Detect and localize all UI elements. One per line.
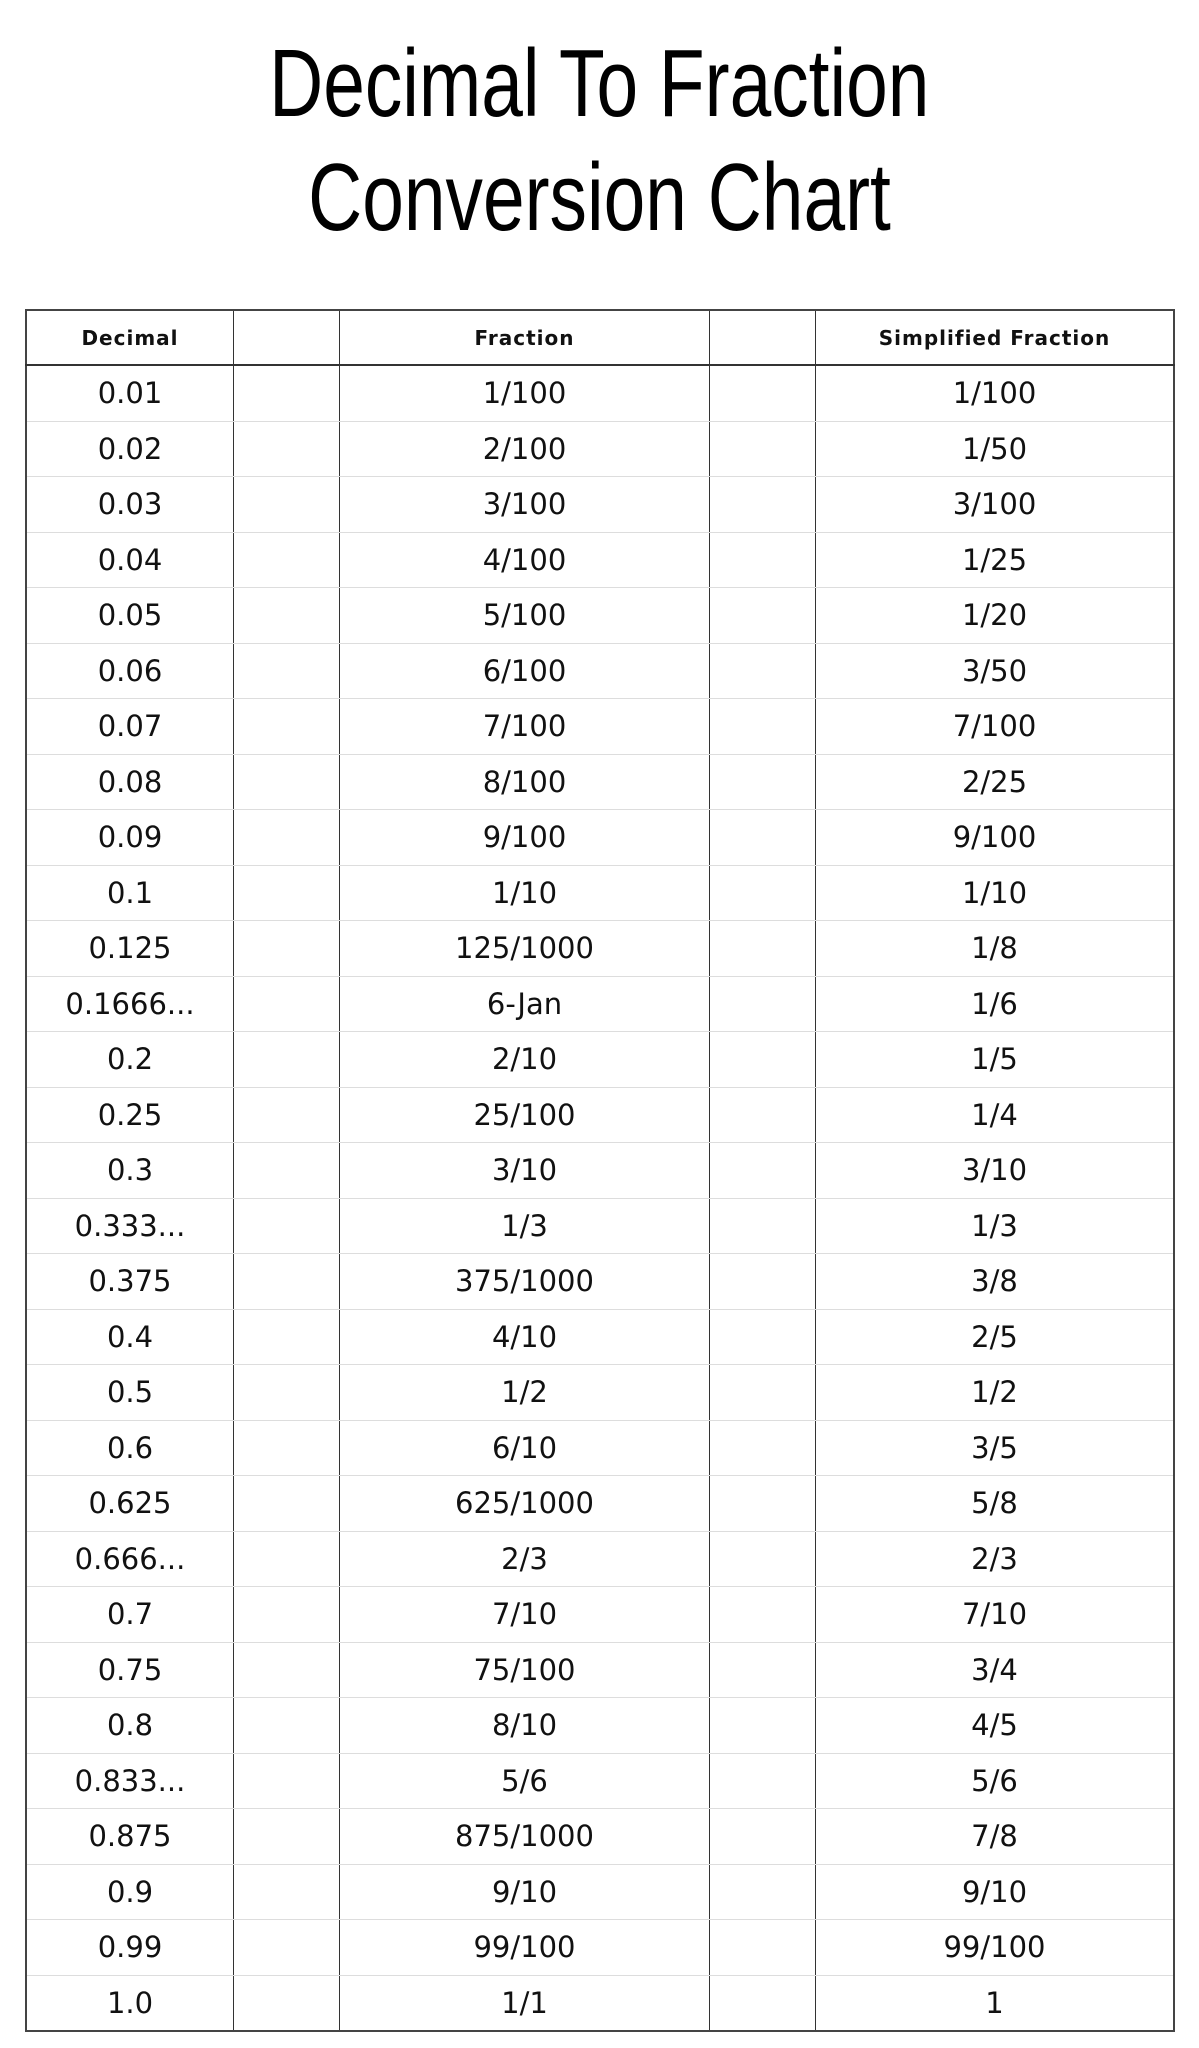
fraction-cell: 25/100 (340, 1087, 710, 1143)
table-row (26, 1531, 1174, 1587)
decimal-cell: 0.07 (26, 699, 234, 755)
simplified-fraction-cell: 5/6 (816, 1753, 1175, 1809)
spacer-cell (234, 1143, 340, 1199)
title-text: Conversion Chart (308, 144, 891, 251)
spacer-cell (710, 1254, 816, 1310)
table-row (26, 1420, 1174, 1476)
spacer-cell (234, 1309, 340, 1365)
fraction-cell: 8/100 (340, 754, 710, 810)
fraction-cell: 2/100 (340, 421, 710, 477)
decimal-cell: 0.333... (26, 1198, 234, 1254)
spacer-cell (234, 421, 340, 477)
spacer-cell (234, 1864, 340, 1920)
table-row (26, 1476, 1174, 1532)
simplified-fraction-cell: 1/25 (816, 532, 1175, 588)
spacer-cell (710, 1198, 816, 1254)
spacer-cell (710, 365, 816, 421)
fraction-cell: 375/1000 (340, 1254, 710, 1310)
fraction-cell: 1/3 (340, 1198, 710, 1254)
decimal-cell: 0.06 (26, 643, 234, 699)
decimal-cell: 0.1666... (26, 976, 234, 1032)
spacer-cell (710, 1476, 816, 1532)
simplified-fraction-cell: 1/3 (816, 1198, 1175, 1254)
chart-title-line-1 (0, 30, 1199, 137)
decimal-cell: 0.3 (26, 1143, 234, 1199)
table-row (26, 1698, 1174, 1754)
simplified-fraction-cell: 1/50 (816, 421, 1175, 477)
simplified-fraction-cell: 1/2 (816, 1365, 1175, 1421)
table-row (26, 976, 1174, 1032)
fraction-cell: 125/1000 (340, 921, 710, 977)
spacer-cell (710, 1753, 816, 1809)
spacer-cell (710, 1531, 816, 1587)
fraction-cell: 3/10 (340, 1143, 710, 1199)
table-row (26, 1198, 1174, 1254)
table-row (26, 810, 1174, 866)
spacer-cell (234, 532, 340, 588)
fraction-cell: 3/100 (340, 477, 710, 533)
header-decimal: Decimal (26, 310, 234, 365)
header-simplified-fraction: Simplified Fraction (816, 310, 1175, 365)
decimal-cell: 0.09 (26, 810, 234, 866)
decimal-cell: 0.04 (26, 532, 234, 588)
decimal-cell: 0.2 (26, 1032, 234, 1088)
spacer-cell (234, 1254, 340, 1310)
table-row (26, 1864, 1174, 1920)
conversion-table (25, 309, 1175, 2032)
decimal-cell: 0.125 (26, 921, 234, 977)
simplified-fraction-cell: 1/10 (816, 865, 1175, 921)
table-row (26, 1032, 1174, 1088)
decimal-cell: 0.75 (26, 1642, 234, 1698)
fraction-cell: 4/100 (340, 532, 710, 588)
simplified-fraction-cell: 7/10 (816, 1587, 1175, 1643)
simplified-fraction-cell: 1/8 (816, 921, 1175, 977)
spacer-cell (710, 1420, 816, 1476)
fraction-cell: 6-Jan (340, 976, 710, 1032)
simplified-fraction-cell: 2/5 (816, 1309, 1175, 1365)
table-row (26, 365, 1174, 421)
spacer-cell (234, 1531, 340, 1587)
table-body (26, 365, 1174, 2031)
spacer-cell (234, 921, 340, 977)
spacer-cell (710, 477, 816, 533)
spacer-cell (234, 754, 340, 810)
decimal-cell: 0.02 (26, 421, 234, 477)
spacer-cell (234, 477, 340, 533)
spacer-cell (710, 1309, 816, 1365)
simplified-fraction-cell: 2/25 (816, 754, 1175, 810)
header-fraction: Fraction (340, 310, 710, 365)
simplified-fraction-cell: 1/5 (816, 1032, 1175, 1088)
fraction-cell: 1/10 (340, 865, 710, 921)
spacer-cell (234, 1198, 340, 1254)
simplified-fraction-cell: 1/20 (816, 588, 1175, 644)
spacer-cell (234, 1087, 340, 1143)
decimal-cell: 0.08 (26, 754, 234, 810)
table-row (26, 1309, 1174, 1365)
table-row (26, 1642, 1174, 1698)
decimal-cell: 0.01 (26, 365, 234, 421)
spacer-cell (234, 699, 340, 755)
spacer-cell (710, 810, 816, 866)
fraction-cell: 7/10 (340, 1587, 710, 1643)
spacer-cell (710, 865, 816, 921)
spacer-cell (710, 588, 816, 644)
decimal-cell: 0.03 (26, 477, 234, 533)
spacer-cell (710, 643, 816, 699)
table-row (26, 1809, 1174, 1865)
spacer-cell (234, 1476, 340, 1532)
spacer-cell (234, 1032, 340, 1088)
fraction-cell: 5/6 (340, 1753, 710, 1809)
spacer-cell (710, 532, 816, 588)
decimal-cell: 0.8 (26, 1698, 234, 1754)
simplified-fraction-cell: 3/10 (816, 1143, 1175, 1199)
spacer-cell (234, 588, 340, 644)
spacer-cell (234, 1642, 340, 1698)
fraction-cell: 1/100 (340, 365, 710, 421)
fraction-cell: 99/100 (340, 1920, 710, 1976)
simplified-fraction-cell: 1/6 (816, 976, 1175, 1032)
fraction-cell: 4/10 (340, 1309, 710, 1365)
decimal-cell: 0.9 (26, 1864, 234, 1920)
decimal-cell: 0.833... (26, 1753, 234, 1809)
table-row (26, 1143, 1174, 1199)
spacer-cell (710, 1920, 816, 1976)
fraction-cell: 6/100 (340, 643, 710, 699)
spacer-cell (710, 1642, 816, 1698)
fraction-cell: 875/1000 (340, 1809, 710, 1865)
spacer-cell (234, 1587, 340, 1643)
header-row (26, 310, 1174, 365)
header-spacer (234, 310, 340, 365)
fraction-cell: 2/3 (340, 1531, 710, 1587)
simplified-fraction-cell: 9/10 (816, 1864, 1175, 1920)
simplified-fraction-cell: 3/8 (816, 1254, 1175, 1310)
table-row (26, 588, 1174, 644)
spacer-cell (234, 865, 340, 921)
table-row (26, 754, 1174, 810)
spacer-cell (710, 699, 816, 755)
fraction-cell: 1/1 (340, 1975, 710, 2031)
spacer-cell (710, 1864, 816, 1920)
fraction-cell: 9/10 (340, 1864, 710, 1920)
table-row (26, 699, 1174, 755)
spacer-cell (234, 976, 340, 1032)
spacer-cell (710, 1032, 816, 1088)
spacer-cell (234, 1420, 340, 1476)
simplified-fraction-cell: 4/5 (816, 1698, 1175, 1754)
simplified-fraction-cell: 3/100 (816, 477, 1175, 533)
decimal-cell: 1.0 (26, 1975, 234, 2031)
simplified-fraction-cell: 5/8 (816, 1476, 1175, 1532)
table-row (26, 1087, 1174, 1143)
decimal-cell: 0.25 (26, 1087, 234, 1143)
simplified-fraction-cell: 3/50 (816, 643, 1175, 699)
decimal-cell: 0.6 (26, 1420, 234, 1476)
fraction-cell: 6/10 (340, 1420, 710, 1476)
spacer-cell (234, 1698, 340, 1754)
fraction-cell: 75/100 (340, 1642, 710, 1698)
spacer-cell (710, 976, 816, 1032)
spacer-cell (710, 1587, 816, 1643)
spacer-cell (234, 810, 340, 866)
table-row (26, 1975, 1174, 2031)
spacer-cell (234, 1753, 340, 1809)
spacer-cell (234, 1975, 340, 2031)
table-row (26, 865, 1174, 921)
spacer-cell (234, 365, 340, 421)
spacer-cell (234, 1809, 340, 1865)
table-row (26, 1254, 1174, 1310)
decimal-cell: 0.05 (26, 588, 234, 644)
table-row (26, 1920, 1174, 1976)
title-text: Decimal To Fraction (269, 30, 930, 137)
spacer-cell (710, 1365, 816, 1421)
header-spacer (710, 310, 816, 365)
spacer-cell (710, 1975, 816, 2031)
decimal-cell: 0.99 (26, 1920, 234, 1976)
spacer-cell (710, 1809, 816, 1865)
simplified-fraction-cell: 7/8 (816, 1809, 1175, 1865)
decimal-cell: 0.666... (26, 1531, 234, 1587)
spacer-cell (710, 1143, 816, 1199)
simplified-fraction-cell: 99/100 (816, 1920, 1175, 1976)
simplified-fraction-cell: 7/100 (816, 699, 1175, 755)
simplified-fraction-cell: 9/100 (816, 810, 1175, 866)
decimal-cell: 0.375 (26, 1254, 234, 1310)
fraction-cell: 5/100 (340, 588, 710, 644)
simplified-fraction-cell: 1/100 (816, 365, 1175, 421)
simplified-fraction-cell: 3/4 (816, 1642, 1175, 1698)
spacer-cell (710, 921, 816, 977)
spacer-cell (710, 1698, 816, 1754)
table-row (26, 1753, 1174, 1809)
decimal-cell: 0.5 (26, 1365, 234, 1421)
fraction-cell: 625/1000 (340, 1476, 710, 1532)
fraction-cell: 7/100 (340, 699, 710, 755)
spacer-cell (234, 643, 340, 699)
table-row (26, 1365, 1174, 1421)
fraction-cell: 1/2 (340, 1365, 710, 1421)
chart-title-line-2 (0, 144, 1199, 251)
table-row (26, 1587, 1174, 1643)
decimal-cell: 0.1 (26, 865, 234, 921)
spacer-cell (710, 754, 816, 810)
spacer-cell (234, 1920, 340, 1976)
decimal-cell: 0.625 (26, 1476, 234, 1532)
decimal-cell: 0.7 (26, 1587, 234, 1643)
table-row (26, 921, 1174, 977)
simplified-fraction-cell: 2/3 (816, 1531, 1175, 1587)
spacer-cell (710, 1087, 816, 1143)
decimal-cell: 0.875 (26, 1809, 234, 1865)
fraction-cell: 9/100 (340, 810, 710, 866)
table-row (26, 532, 1174, 588)
table-row (26, 643, 1174, 699)
simplified-fraction-cell: 1 (985, 1985, 1004, 2020)
spacer-cell (710, 421, 816, 477)
decimal-cell: 0.4 (26, 1309, 234, 1365)
table-row (26, 477, 1174, 533)
fraction-cell: 2/10 (340, 1032, 710, 1088)
fraction-cell: 8/10 (340, 1698, 710, 1754)
simplified-fraction-cell: 1/4 (816, 1087, 1175, 1143)
simplified-fraction-cell: 3/5 (816, 1420, 1175, 1476)
table-row (26, 421, 1174, 477)
spacer-cell (234, 1365, 340, 1421)
